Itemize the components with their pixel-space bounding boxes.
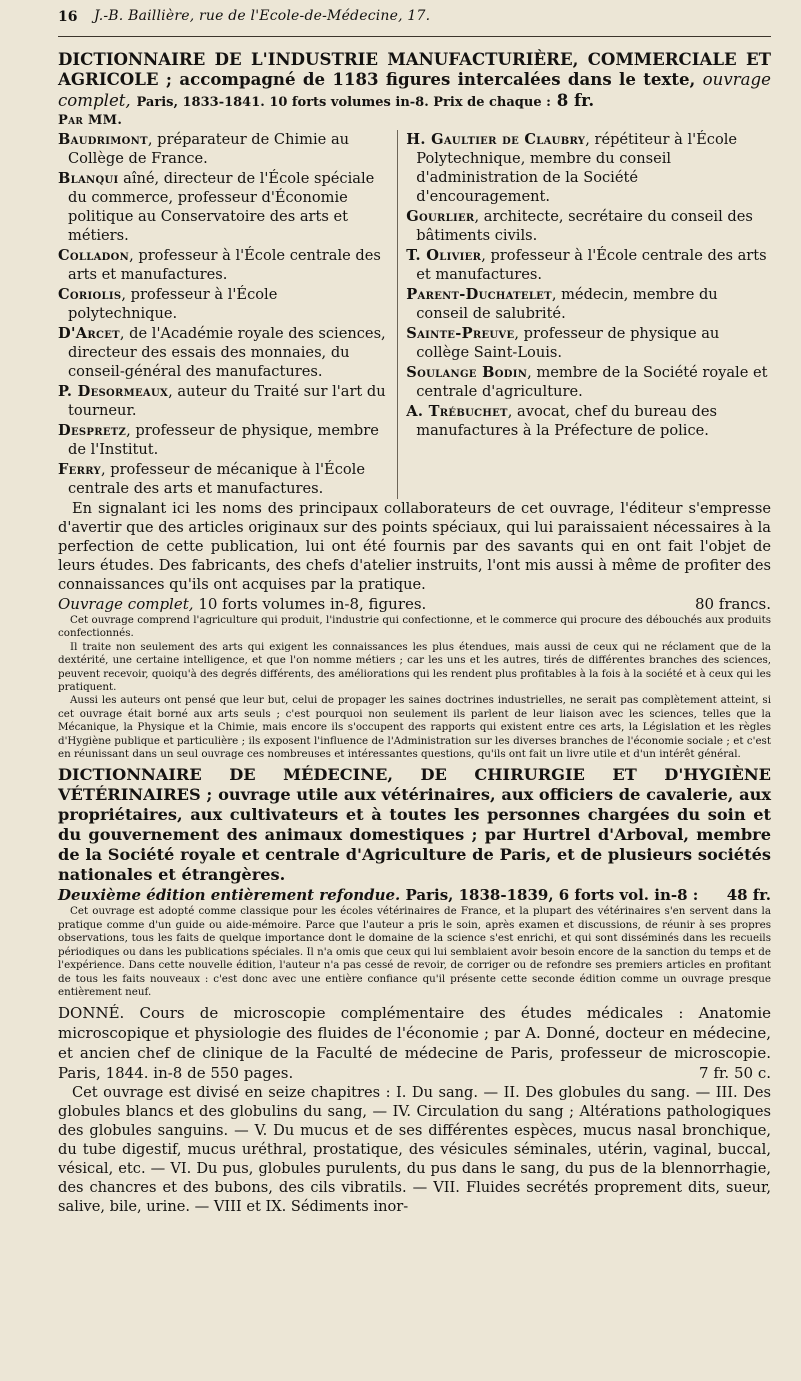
author-entry [406,246,771,284]
entry-publication-info: Paris, 1833-1841. 10 forts volumes in-8. Prix de chaque : [136,95,551,110]
author-name: H. Gaultier de Claubry [406,131,586,148]
entry-description: En signalant ici les noms des principaux collaborateurs de cet ouvrage, l'éditeur s'empresse d'avertir que des articles originaux sur des points spéciaux, qui lui paraissaient nécessaires à la perfection de cette publication, lui ont été fournis par des savants qui en ont fait l'objet de leurs études. Des fabricants, des chefs d'atelier instruits, l'ont mis aussi à même de profiter des connaissances qu'ils ont acquises par la pratique. [58,500,771,593]
note-paragraph: Cet ouvrage comprend l'agriculture qui produit, l'industrie qui confectionne, et le commerce qui procure des débouchés aux produits confectionnés. [58,614,771,640]
authors-right-column [397,130,771,499]
author-desc: , avocat, chef du bureau des manufactures à la Préfecture de police. [416,403,717,439]
author-desc: , médecin, membre du conseil de salubrité. [416,286,718,322]
entry-title-italic: ouvrage complet, [58,70,771,110]
summary-price: 80 francs. [694,595,771,613]
entry-title-text: DICTIONNAIRE DE L'INDUSTRIE MANUFACTURIÈRE, COMMERCIALE ET AGRICOLE ; accompagné de 1183 figures intercalées dans le texte, [58,49,771,89]
authors-intro: Par MM. [58,113,123,128]
entry-price: 48 fr. [726,886,771,905]
note-paragraph: Aussi les auteurs ont pensé que leur but, celui de propager les saines doctrines industrielles, ne serait pas complètement atteint, si cet ouvrage était borné aux arts seuls ; c'est pourquoi non seulement ils parlent de leur liaison avec les sciences, telles que la Mécanique, la Physique et la Chimie, mais encore ils s'occupent des rapports qui existent entre ces arts, la Législation et les règles d'Hygiène publique et particulière ; ils exposent l'influence de l'Administration sur les diverses branches de l'économie sociale ; et c'est en réunissant dans un seul ouvrage ces nombreuses et intéressantes questions, qu'ils ont fait un livre utile et d'un intérêt général. [58,694,771,761]
author-desc: , professeur de physique au collège Saint-Louis. [416,325,720,361]
author-name: T. Olivier [406,247,482,264]
author-desc: , professeur à l'École centrale des arts et manufactures. [68,247,381,283]
edition-italic: Deuxième édition entièrement refondue. [58,886,401,905]
edition-text [58,885,698,905]
note-paragraph: Il traite non seulement des arts qui exigent les connaissances les plus étendues, mais aussi de ceux qui ne réclament que de la dextérité, une certaine intelligence, et que l'on nomme métiers ; car les uns et les autres, tirés de différentes branches des sciences, peuvent recevoir, quoiqu'à des degrés différents, des améliorations qui les rendent plus profitables à la fois à la société et à ceux qui les pratiquent. [58,640,771,694]
entry-description: Cet ouvrage est divisé en seize chapitres : I. Du sang. — II. Des globules du sang. — III. Des globules blancs et des globulins du sang, — IV. Circulation du sang ; Altérations pathologiques des globules sanguins. — V. Du mucus et de ses différentes espèces, mucus nasal bronchique, du tube digestif, mucus uréthral, prostatique, des vésicules séminales, utérin, vaginal, buccal, vésical, etc. — VI. Du pus, globules purulents, du pus dans le sang, du pus de la blennorrhagie, des chancres et des bubons, des cils vibratils. — VII. Fluides secrétés proprement dits, sueur, salive, bile, urine. — VIII et IX. Sédiments inor- [58,1084,771,1216]
author-entry [58,169,387,245]
author-desc: , professeur de physique, membre de l'Institut. [68,422,379,458]
author-name: Coriolis [58,286,122,303]
author-desc: aîné, directeur de l'École spéciale du commerce, professeur d'Économie politique au Conservatoire des arts et métiers. [68,170,375,244]
author-desc: , professeur de mécanique à l'École centrale des arts et manufactures. [68,461,365,497]
author-desc: , professeur à l'École centrale des arts et manufactures. [416,247,767,283]
entry-dictionnaire-industrie [58,49,771,761]
author-name: Despretz [58,422,127,439]
entry-donne-microscopie [58,1003,771,1216]
author-entry [58,324,387,381]
summary-text [58,594,426,614]
entry-dictionnaire-veterinaire [58,765,771,999]
author-entry [58,421,387,459]
author-name: Parent-Duchatelet [406,286,552,303]
summary-italic: Ouvrage complet, [58,595,194,613]
author-entry [406,130,771,206]
author-desc: , auteur du Traité sur l'art du tourneur. [68,383,386,419]
edition-line [58,885,771,905]
author-name: Gourlier [406,208,475,225]
author-entry [406,324,771,362]
entry-title: DICTIONNAIRE DE MÉDECINE, DE CHIRURGIE ET D'HYGIÈNE VÉTÉRINAIRES ; ouvrage utile aux vétérinaires, aux officiers de cavalerie, aux propriétaires, aux cultivateurs et à toutes les personnes chargées du soin et du gouvernement des animaux domestiques ; par Hurtrel d'Arboval, membre de la Société royale et centrale d'Agriculture de Paris, et de plusieurs sociétés nationales et étrangères. [58,765,771,885]
author-name: P. Desormeaux [58,383,169,400]
author-entry [406,402,771,440]
header-rule [58,36,771,37]
author-entry [406,285,771,323]
author-entry [58,382,387,420]
note-paragraph: Cet ouvrage est adopté comme classique pour les écoles vétérinaires de France, et la plupart des vétérinaires s'en servent dans la pratique comme d'un guide ou aide-mémoire. Parce que l'auteur a pris le soin, après examen et discussions, de réunir à ses propres observations, tous les faits de quelque importance dont le domaine de la science s'est enrichi, et qui sont disséminés dans les recueils périodiques ou dans les publications spéciales. Il n'a omis que ceux qui lui semblaient avoir besoin encore de la sanction du temps et de l'expérience. Dans cette nouvelle édition, l'auteur n'a pas cessé de revoir, de corriger ou de refondre ses premiers articles en profitant de tous les faits nouveaux : c'est donc avec une entière confiance qu'il présente cette seconde édition comme un ouvrage presque entièrement neuf. [58,905,771,998]
entry-title [58,49,771,112]
author-entry [58,460,387,498]
author-name: A. Trébuchet [406,403,508,420]
author-name: Colladon [58,247,130,264]
author-desc: , architecte, secrétaire du conseil des bâtiments civils. [416,208,753,244]
entry-title [58,1003,771,1083]
author-desc: , préparateur de Chimie au Collège de France. [68,131,350,167]
entry-price: 7 fr. 50 c. [699,1064,771,1083]
author-entry [406,363,771,401]
author-name: Sainte-Preuve [406,325,515,342]
author-name: D'Arcet [58,325,120,342]
author-name: Ferry [58,461,101,478]
author-desc: , de l'Académie royale des sciences, directeur des essais des monnaies, du conseil-général des manufactures. [68,325,386,380]
entry-price: 8 fr. [556,90,595,110]
author-entry [58,285,387,323]
authors-list [58,130,771,499]
summary-format: 10 forts volumes in-8, figures. [198,595,427,613]
author-desc: , membre de la Société royale et centrale d'agriculture. [416,364,768,400]
author-entry [58,130,387,168]
entry-title-text: DONNÉ. Cours de microscopie complémentaire des études médicales : Anatomie microscopique et physiologie des fluides de l'économie ; par A. Donné, docteur en médecine, et ancien chef de clinique de la Faculté de médecine de Paris, professeur de microscopie. Paris, 1844. in-8 de 550 pages. [58,1004,771,1083]
authors-left-column [58,130,397,499]
publisher-line: J.-B. Baillière, rue de l'Ecole-de-Médecine, 17. [94,8,431,24]
author-desc: , répétiteur à l'École Polytechnique, membre du conseil d'administration de la Société d'encouragement. [416,131,738,205]
author-entry [406,207,771,245]
page-number: 16 [58,9,78,25]
author-desc: , professeur à l'École polytechnique. [68,286,278,322]
edition-info: Paris, 1838-1839, 6 forts vol. in-8 : [405,886,699,905]
running-head [58,0,771,36]
summary-line [58,594,771,614]
author-name: Baudrimont [58,131,148,148]
author-name: Soulange Bodin [406,364,528,381]
author-name: Blanqui [58,170,119,187]
author-entry [58,246,387,284]
